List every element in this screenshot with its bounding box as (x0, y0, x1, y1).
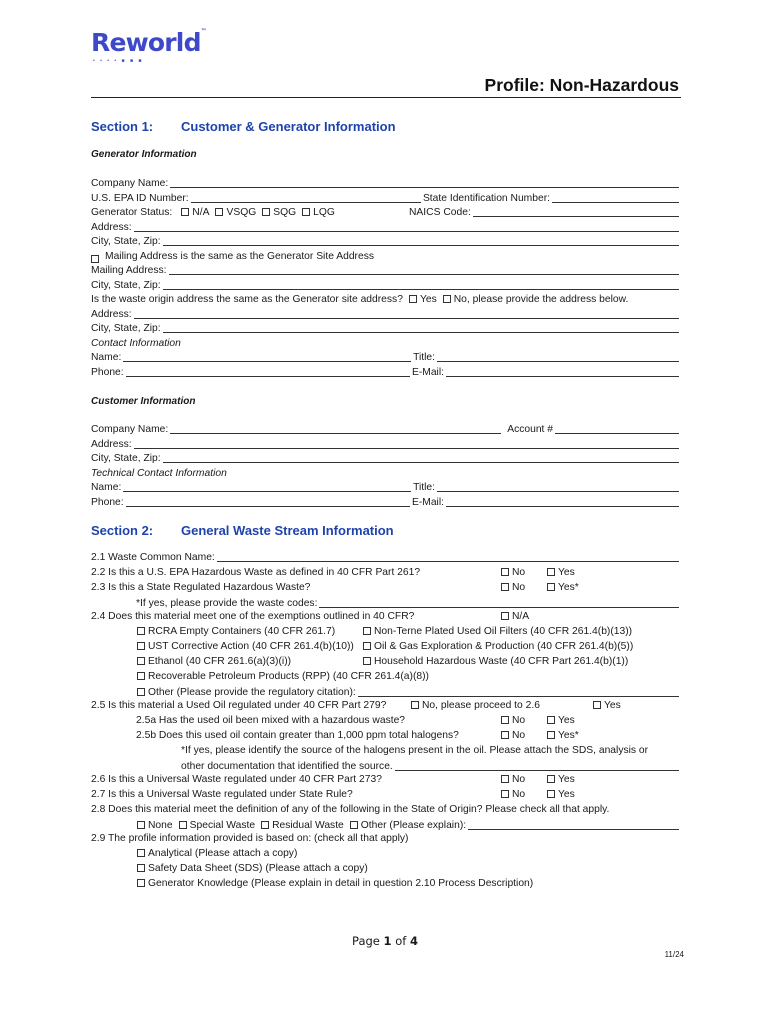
generator-heading: Generator Information (91, 149, 197, 160)
customer-email-label: E-Mail: (411, 496, 444, 508)
customer-city-row (91, 452, 681, 465)
checkbox-icon (302, 208, 310, 216)
company-name-label: Company Name: (91, 178, 169, 189)
section1-title: Customer & Generator Information (181, 119, 396, 134)
section2-block (91, 551, 681, 892)
q2-4-na[interactable]: N/A (501, 610, 529, 623)
origin-yes[interactable]: Yes (409, 294, 437, 306)
ex-rcra[interactable]: RCRA Empty Containers (40 CFR 261.7) (137, 626, 335, 637)
phone-field[interactable] (126, 376, 410, 377)
customer-email-field[interactable] (446, 506, 679, 507)
city3-label: City, State, Zip: (91, 323, 161, 334)
customer-address-row (91, 438, 681, 451)
checkbox-icon (261, 821, 269, 829)
address2-row (91, 308, 681, 321)
naics-label: NAICS Code: (409, 207, 471, 218)
waste-codes-row (136, 596, 681, 610)
address-field[interactable] (134, 231, 679, 232)
customer-title-field[interactable] (437, 491, 679, 492)
q2-5b-row (136, 729, 681, 744)
halogen-note: *If yes, please identify the source of the halogens present in the oil. Please attach the SDS, analysis or (181, 745, 649, 756)
q2-6-yes[interactable]: Yes (547, 773, 575, 786)
checkbox-icon (547, 716, 555, 724)
company-name-row (91, 177, 681, 190)
q2-5-row (91, 699, 681, 714)
halogen-source-label: other documentation that identified the source. (181, 761, 393, 772)
contact-heading: Contact Information (91, 337, 181, 349)
opt-other-field[interactable] (468, 829, 679, 830)
page-current: 1 (383, 934, 392, 948)
email-label: E-Mail: (411, 366, 444, 378)
customer-name-row (91, 481, 681, 494)
q2-4-row (91, 610, 681, 625)
mailing-same-label: Mailing Address is the same as the Generator Site Address (105, 250, 375, 262)
title-label: Title: (413, 352, 435, 363)
mailing-same-row[interactable] (91, 250, 681, 263)
checkbox-icon (501, 731, 509, 739)
page-number (0, 934, 770, 948)
address-label: Address: (91, 221, 132, 233)
customer-company-row (91, 423, 681, 436)
checkbox-icon (501, 583, 509, 591)
page-total: 4 (409, 934, 418, 948)
customer-phone-field[interactable] (126, 506, 410, 507)
q2-3-no[interactable]: No (501, 581, 525, 594)
q2-8-label: 2.8 Does this material meet the definition of any of the following in the State of Origin? Please check all that apply. (91, 804, 610, 815)
opt-special[interactable]: Special Waste (179, 820, 255, 832)
q2-1-row (91, 551, 681, 564)
customer-address-field[interactable] (134, 448, 679, 449)
q2-7-yes[interactable]: Yes (547, 788, 575, 801)
origin-question: Is the waste origin address the same as the Generator site address? (91, 294, 403, 305)
city2-row (91, 279, 681, 292)
section2-number: Section 2: (91, 523, 154, 538)
opt-residual[interactable]: Residual Waste (261, 820, 344, 832)
ex-other-field[interactable] (358, 696, 679, 697)
basis-sds[interactable]: Safety Data Sheet (SDS) (Please attach a copy) (137, 862, 681, 877)
checkbox-icon (547, 583, 555, 591)
name-label: Name: (91, 352, 122, 363)
waste-codes-label: *If yes, please provide the waste codes: (136, 598, 318, 609)
q2-2-label: 2.2 Is this a U.S. EPA Hazardous Waste as defined in 40 CFR Part 261? (91, 567, 421, 578)
checkbox-icon (137, 642, 145, 650)
q2-3-yes[interactable]: Yes* (547, 581, 579, 594)
checkbox-icon (547, 731, 555, 739)
generator-status-label: Generator Status: (91, 207, 173, 218)
ex-other[interactable]: Other (Please provide the regulatory citation): (137, 687, 356, 699)
q2-2-yes[interactable]: Yes (547, 566, 575, 579)
checkbox-icon (501, 568, 509, 576)
q2-3-label: 2.3 Is this a State Regulated Hazardous Waste? (91, 582, 311, 593)
exemption-row-3 (137, 655, 681, 670)
state-id-field[interactable] (552, 202, 679, 203)
waste-codes-field[interactable] (319, 607, 679, 608)
checkbox-icon (137, 864, 145, 872)
address-row (91, 221, 681, 234)
q2-4-label: 2.4 Does this material meet one of the exemptions outlined in 40 CFR? (91, 611, 415, 622)
generator-block (91, 177, 681, 379)
title-rule (91, 97, 681, 98)
checkbox-icon (501, 790, 509, 798)
checkbox-icon (181, 208, 189, 216)
checkbox-icon (363, 657, 371, 665)
q2-6-label: 2.6 Is this a Universal Waste regulated under 40 CFR Part 273? (91, 774, 382, 785)
ex-filters[interactable]: Non-Terne Plated Used Oil Filters (40 CFR 261.4(b)(13)) (363, 625, 632, 638)
state-id-label: State Identification Number: (422, 192, 550, 204)
q2-8-options-row (137, 818, 681, 832)
q2-1-field[interactable] (217, 561, 679, 562)
city3-row (91, 322, 681, 335)
mailing-address-field[interactable] (169, 274, 679, 275)
q2-2-row (91, 566, 681, 581)
checkbox-icon (363, 627, 371, 635)
status-na[interactable]: N/A (181, 207, 209, 219)
revision-date: 11/24 (664, 950, 684, 959)
ex-rpp[interactable]: Recoverable Petroleum Products (RPP) (40 CFR 261.4(a)(8)) (137, 671, 429, 682)
logo-name: Reworld (91, 28, 201, 57)
contact-phone-row (91, 366, 681, 379)
logo-trademark: ™ (200, 28, 206, 35)
customer-name-label: Name: (91, 482, 122, 493)
exemption-other-row (137, 685, 681, 699)
customer-phone-row (91, 496, 681, 509)
checkbox-icon (137, 627, 145, 635)
q2-5b-yes[interactable]: Yes* (547, 729, 579, 742)
account-field[interactable] (555, 433, 679, 434)
account-label: Account # (507, 424, 553, 435)
q2-2-no[interactable]: No (501, 566, 525, 579)
q2-5-yes[interactable]: Yes (593, 699, 621, 712)
city2-label: City, State, Zip: (91, 279, 161, 291)
q2-5b-no[interactable]: No (501, 729, 525, 742)
checkbox-icon (262, 208, 270, 216)
mailing-address-row (91, 264, 681, 277)
q2-7-no[interactable]: No (501, 788, 525, 801)
q2-3-row (91, 581, 681, 596)
checkbox-icon (137, 657, 145, 665)
exemption-row-1 (137, 625, 681, 640)
city-label: City, State, Zip: (91, 236, 161, 247)
page-of: of (391, 934, 410, 948)
checkbox-icon (411, 701, 419, 709)
customer-block (91, 423, 681, 509)
section2-title: General Waste Stream Information (181, 523, 394, 538)
checkbox-icon (501, 775, 509, 783)
checkbox-icon (443, 295, 451, 303)
basis-analytical[interactable]: Analytical (Please attach a copy) (137, 847, 681, 862)
exemption-row-4 (137, 670, 681, 685)
customer-company-label: Company Name: (91, 424, 169, 435)
status-lqg[interactable]: LQG (302, 207, 335, 219)
customer-phone-label: Phone: (91, 496, 124, 508)
reworld-logo (91, 28, 206, 57)
q2-6-row (91, 773, 681, 788)
checkbox-icon (137, 849, 145, 857)
logo-tagline: • • • • ■ ■ ■ (93, 58, 144, 64)
checkbox-icon (137, 879, 145, 887)
company-name-field[interactable] (170, 187, 679, 188)
city2-field[interactable] (163, 289, 679, 290)
customer-city-field[interactable] (163, 462, 679, 463)
origin-question-row (91, 293, 681, 306)
checkbox-icon (137, 688, 145, 696)
origin-no[interactable]: No, please provide the address below. (443, 294, 629, 306)
city-row (91, 235, 681, 248)
address2-field[interactable] (134, 318, 679, 319)
city3-field[interactable] (163, 332, 679, 333)
q2-7-row (91, 788, 681, 803)
q2-5a-yes[interactable]: Yes (547, 714, 575, 727)
contact-name-row (91, 351, 681, 364)
q2-5-no[interactable]: No, please proceed to 2.6 (411, 699, 540, 712)
basis-knowledge[interactable]: Generator Knowledge (Please explain in detail in question 2.10 Process Description) (137, 877, 681, 892)
status-vsqg[interactable]: VSQG (215, 207, 256, 219)
checkbox-icon (137, 821, 145, 829)
checkbox-icon (363, 642, 371, 650)
q2-9-label: 2.9 The profile information provided is based on: (check all that apply) (91, 833, 409, 844)
title-field[interactable] (437, 361, 679, 362)
q2-5a-row (136, 714, 681, 729)
halogen-source-field[interactable] (395, 770, 679, 771)
phone-label: Phone: (91, 366, 124, 378)
checkbox-icon (547, 775, 555, 783)
q2-5b-label: 2.5b Does this used oil contain greater than 1,000 ppm total halogens? (136, 730, 459, 741)
city-field[interactable] (163, 245, 679, 246)
checkbox-icon (179, 821, 187, 829)
checkbox-icon (350, 821, 358, 829)
tech-contact-heading: Technical Contact Information (91, 467, 227, 479)
naics-field[interactable] (473, 216, 679, 217)
email-field[interactable] (446, 376, 679, 377)
customer-heading: Customer Information (91, 396, 196, 407)
opt-other[interactable]: Other (Please explain): (350, 820, 466, 832)
status-sqg[interactable]: SQG (262, 207, 296, 219)
ex-ethanol[interactable]: Ethanol (40 CFR 261.6(a)(3)(i)) (137, 656, 291, 667)
document-title: Profile: Non-Hazardous (484, 75, 679, 95)
checkbox-icon (91, 255, 99, 263)
ex-household[interactable]: Household Hazardous Waste (40 CFR Part 261.4(b)(1)) (363, 655, 628, 668)
customer-address-label: Address: (91, 438, 132, 450)
q2-7-label: 2.7 Is this a Universal Waste regulated under State Rule? (91, 789, 353, 800)
section1-number: Section 1: (91, 119, 154, 134)
customer-company-field[interactable] (170, 433, 501, 434)
halogen-source-row (181, 759, 681, 773)
q2-1-label: 2.1 Waste Common Name: (91, 552, 215, 563)
customer-city-label: City, State, Zip: (91, 453, 161, 464)
epa-id-label: U.S. EPA ID Number: (91, 192, 189, 204)
mailing-address-label: Mailing Address: (91, 265, 167, 276)
checkbox-icon (215, 208, 223, 216)
exemption-row-2 (137, 640, 681, 655)
checkbox-icon (501, 716, 509, 724)
ex-ust[interactable]: UST Corrective Action (40 CFR 261.4(b)(10)) (137, 641, 354, 652)
opt-none[interactable]: None (137, 820, 173, 832)
q2-5-label: 2.5 Is this material a Used Oil regulated under 40 CFR Part 279? (91, 700, 387, 711)
q2-6-no[interactable]: No (501, 773, 525, 786)
q2-5a-no[interactable]: No (501, 714, 525, 727)
checkbox-icon (409, 295, 417, 303)
naics-group (409, 207, 681, 219)
epa-id-field[interactable] (191, 202, 421, 203)
customer-name-field[interactable] (123, 491, 411, 492)
checkbox-icon (137, 672, 145, 680)
generator-status-row (91, 206, 681, 219)
address2-label: Address: (91, 308, 132, 320)
page-prefix: Page (352, 934, 384, 948)
epa-id-row (91, 192, 681, 205)
checkbox-icon (547, 568, 555, 576)
checkbox-icon (593, 701, 601, 709)
customer-title-label: Title: (413, 482, 435, 493)
checkbox-icon (547, 790, 555, 798)
name-field[interactable] (123, 361, 411, 362)
checkbox-icon (501, 612, 509, 620)
ex-oilgas[interactable]: Oil & Gas Exploration & Production (40 CFR 261.4(b)(5)) (363, 640, 633, 653)
q2-5a-label: 2.5a Has the used oil been mixed with a hazardous waste? (136, 715, 406, 726)
